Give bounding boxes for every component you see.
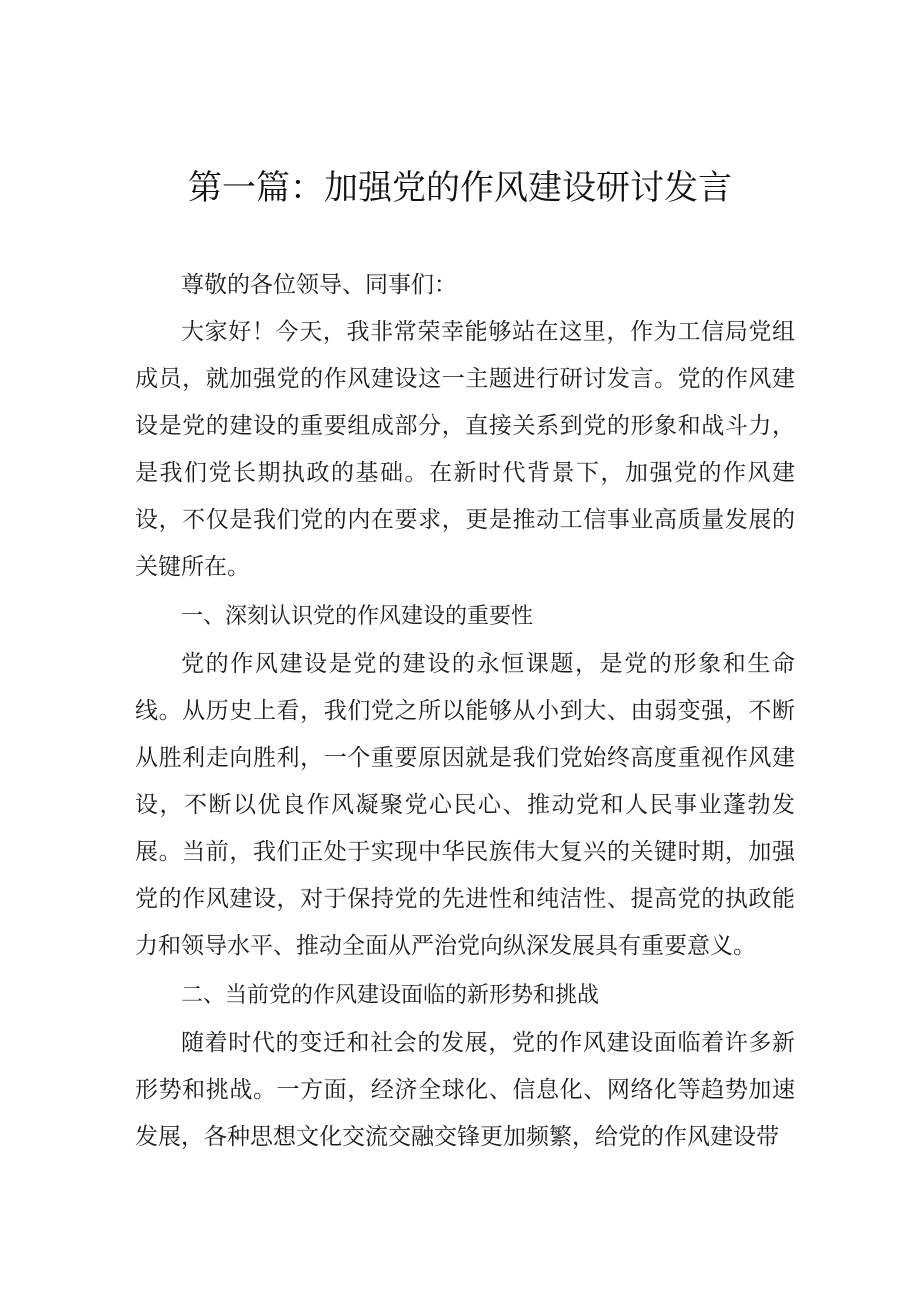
document-body xyxy=(135,262,795,1161)
section-heading-2: 二、当前党的作风建设面临的新形势和挑战 xyxy=(181,983,600,1008)
document-title: 第一篇：加强党的作风建设研讨发言 xyxy=(188,168,732,208)
paragraph-opening: 大家好！今天，我非常荣幸能够站在这里，作为工信局党组成员，就加强党的作风建设这一主题进行研讨发言。党的作风建设是党的建设的重要组成部分，直接关系到党的形象和战斗力，是我们党长期执政的基础。在新时代背景下，加强党的作风建设，不仅是我们党的内在要求，更是推动工信事业高质量发展的关键所在。 xyxy=(135,319,795,580)
section-heading-1: 一、深刻认识党的作风建设的重要性 xyxy=(181,604,534,629)
paragraph-challenges: 随着时代的变迁和社会的发展，党的作风建设面临着许多新形势和挑战。一方面，经济全球化、信息化、网络化等趋势加速发展，各种思想文化交流交融交锋更加频繁，给党的作风建设带 xyxy=(135,1030,795,1150)
salutation: 尊敬的各位领导、同事们： xyxy=(181,272,457,298)
paragraph-importance: 党的作风建设是党的建设的永恒课题，是党的形象和生命线。从历史上看，我们党之所以能够从小到大、由弱变强，不断从胜利走向胜利，一个重要原因就是我们党始终高度重视作风建设，不断以优良作风凝聚党心民心、推动党和人民事业蓬勃发展。当前，我们正处于实现中华民族伟大复兴的关键时期，加强党的作风建设，对于保持党的先进性和纯洁性、提高党的执政能力和领导水平、推动全面从严治党向纵深发展具有重要意义。 xyxy=(135,651,795,959)
